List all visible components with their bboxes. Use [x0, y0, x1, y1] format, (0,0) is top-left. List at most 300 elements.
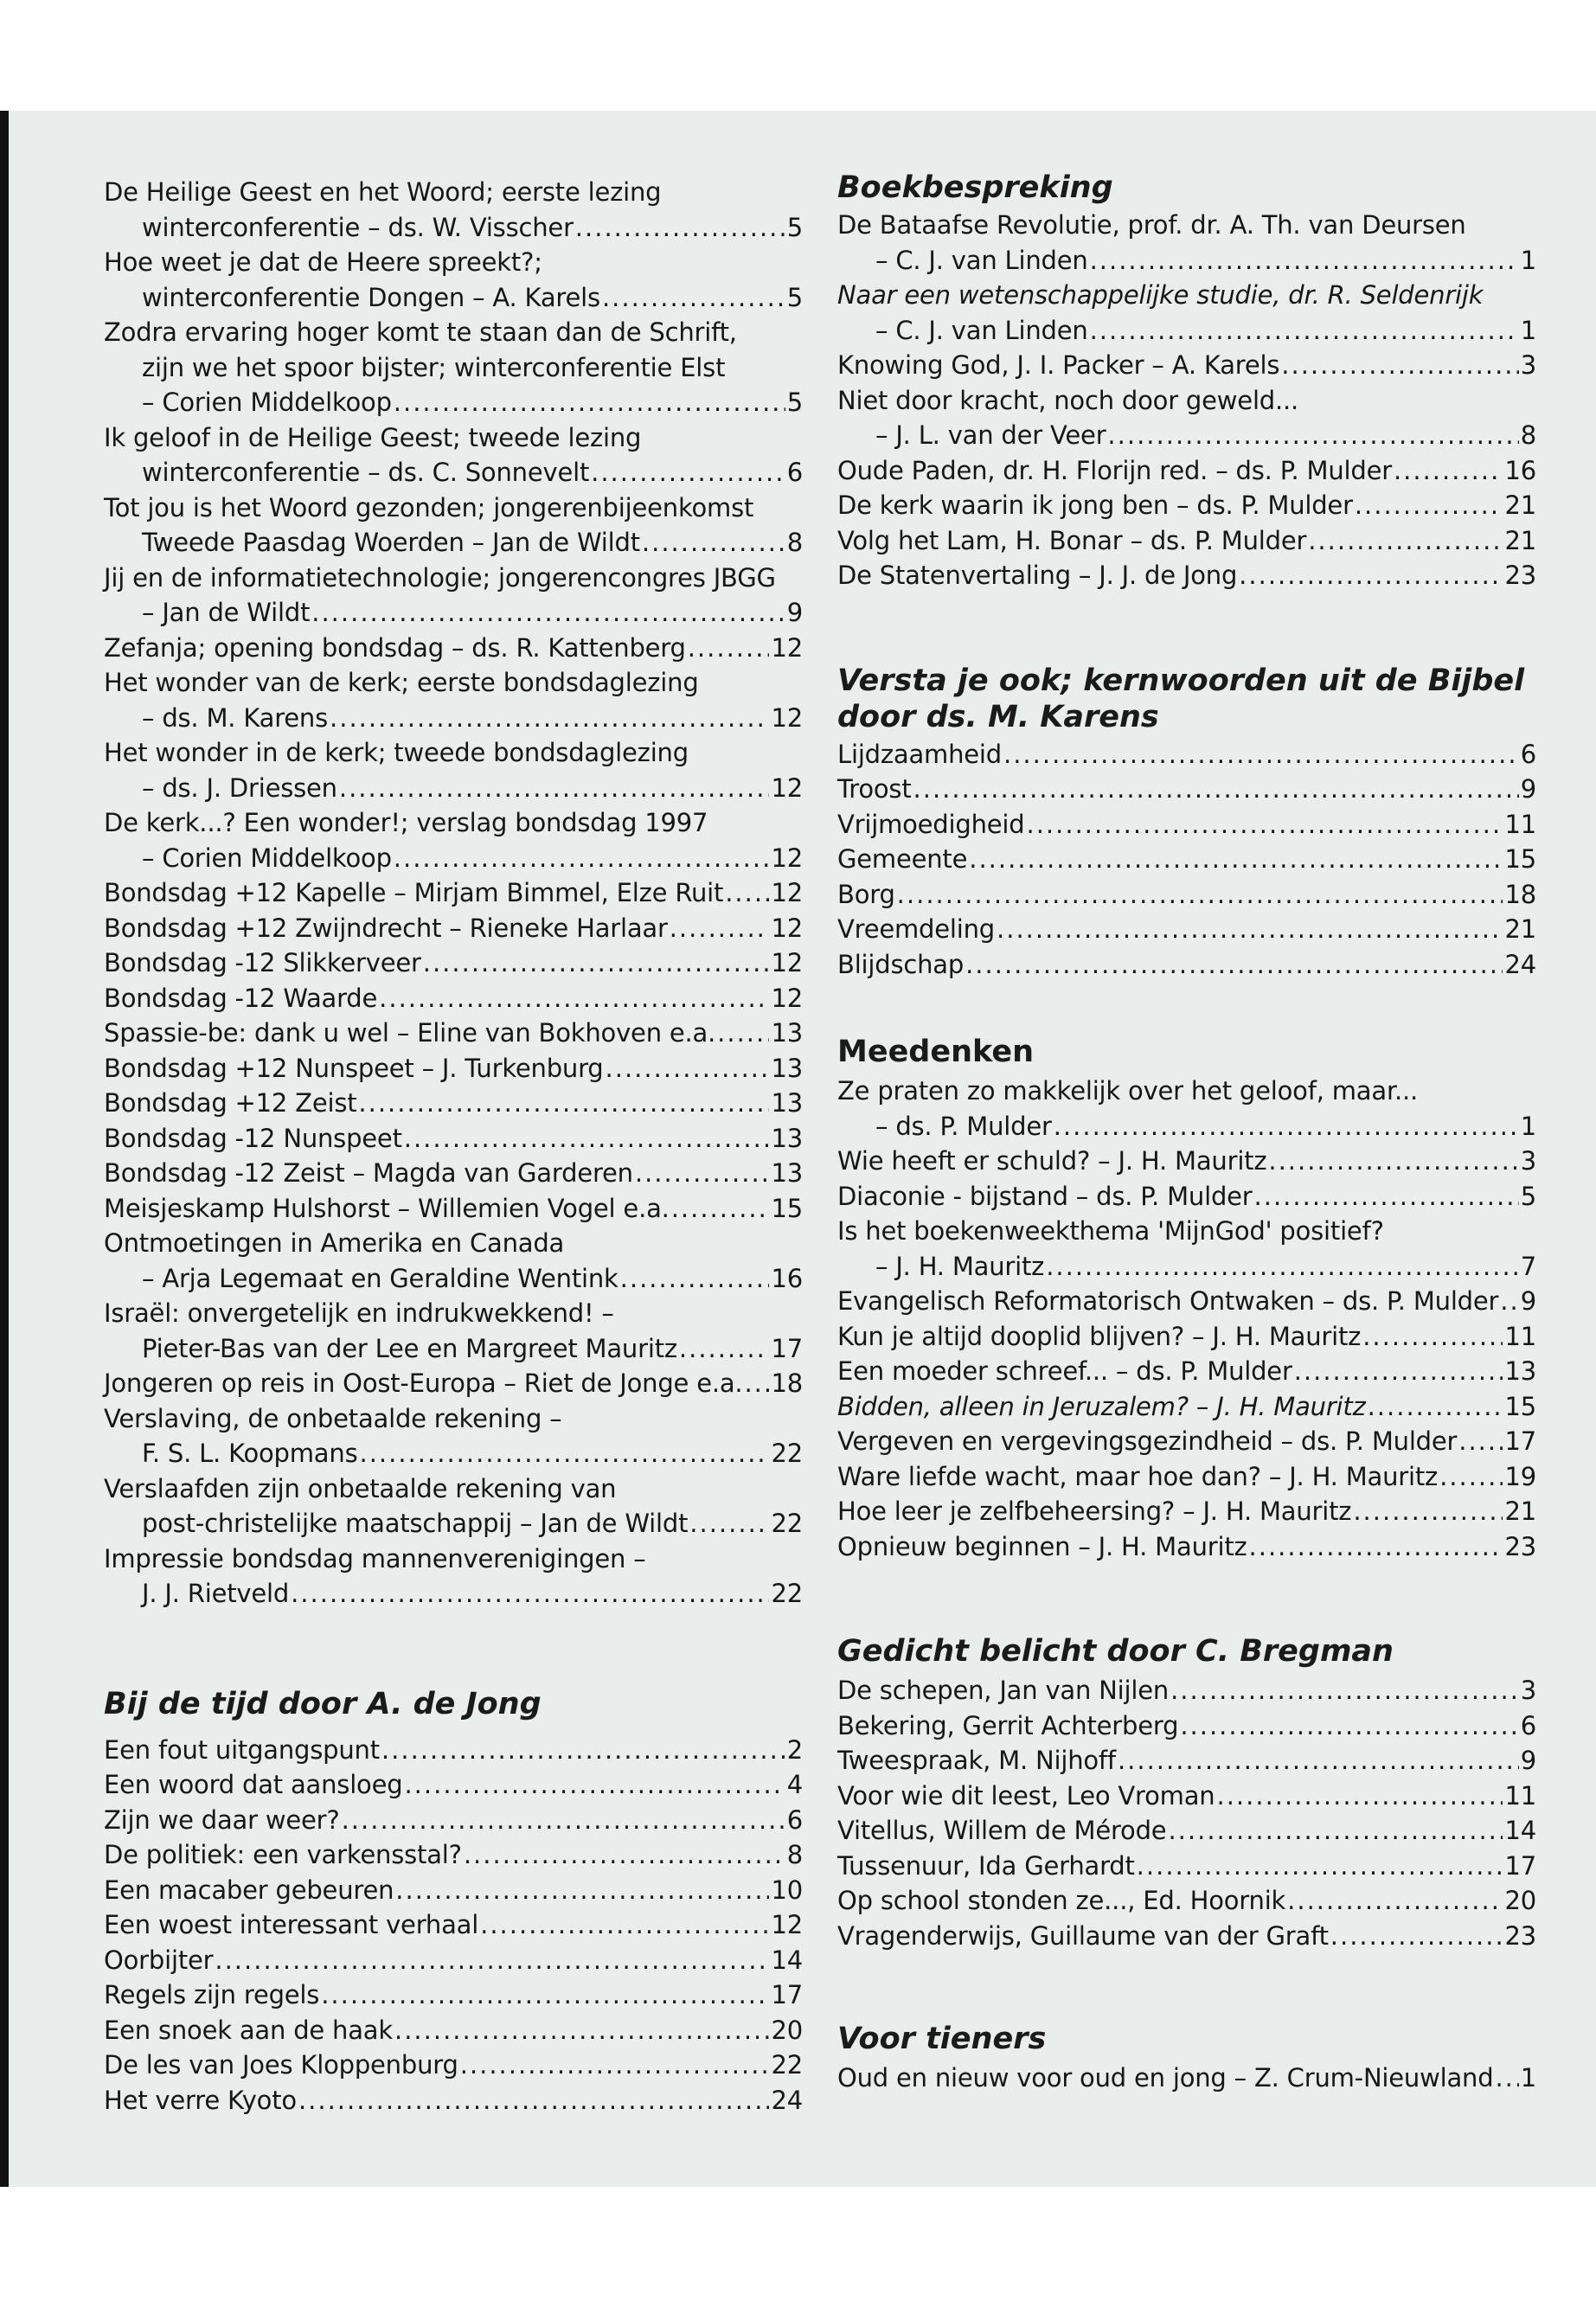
page-number: 5 [786, 282, 803, 312]
dot-leader [1308, 523, 1503, 559]
index-entry [837, 1459, 1536, 1495]
entry-title: Bondsdag -12 Slikkerveer [104, 948, 421, 977]
entry-title: – Arja Legemaat en Geraldine Wentink [142, 1263, 619, 1293]
page-number: 3 [1520, 1146, 1536, 1176]
entry-title: Het verre Kyoto [104, 2085, 297, 2115]
page-number: 18 [771, 1368, 803, 1398]
entry-line [104, 1943, 803, 1978]
entry-line [104, 2013, 803, 2048]
entry-title: Meisjeskamp Hulshorst – Willemien Vogel e.a. [104, 1193, 670, 1223]
index-entry [837, 1074, 1536, 1144]
entry-title: Jongeren op reis in Oost-Europa – Riet de Jonge e.a. [104, 1368, 743, 1398]
entry-line [104, 981, 803, 1016]
voor-tieners-list [837, 2061, 1536, 2096]
dot-leader [291, 1576, 769, 1612]
dot-leader [744, 1366, 769, 1401]
entry-title: Zijn we daar weer? [104, 1804, 340, 1835]
entry-line [837, 1109, 1536, 1144]
page-number: 22 [771, 2050, 803, 2080]
entry-line [104, 1156, 803, 1191]
dot-leader [1287, 1883, 1503, 1919]
index-entry [104, 490, 803, 561]
entry-title: Tussenuur, Ida Gerhardt [837, 1850, 1135, 1881]
dot-leader [215, 1943, 769, 1978]
entry-line [837, 912, 1536, 947]
dot-leader [1439, 1459, 1503, 1495]
entry-title: Troost [837, 774, 912, 804]
dot-leader [965, 947, 1503, 983]
page-number: 17 [1504, 1426, 1536, 1456]
entry-line [104, 1016, 803, 1051]
index-entry [837, 1389, 1536, 1425]
dot-leader [1216, 1779, 1503, 1814]
entry-title: Opnieuw beginnen – J. H. Mauritz [837, 1531, 1247, 1561]
page-number: 15 [1504, 1391, 1536, 1421]
entry-line [104, 1541, 803, 1577]
page-number: 4 [786, 1770, 803, 1799]
page-number: 12 [771, 702, 803, 733]
dot-leader [460, 2048, 770, 2083]
entry-title: – Corien Middelkoop [142, 388, 392, 417]
page-number: 24 [1504, 949, 1536, 979]
entry-line [104, 1226, 803, 1261]
entry-title: Vreemdeling [837, 914, 996, 944]
page-number: 21 [1504, 490, 1536, 520]
entry-line [837, 558, 1536, 593]
entry-line [837, 523, 1536, 559]
dot-leader [1362, 1319, 1503, 1355]
page-number: 17 [1504, 1850, 1536, 1881]
entry-title: Bondsdag +12 Zeist [104, 1088, 357, 1118]
gedicht-list [837, 1673, 1536, 1953]
index-entry [837, 1708, 1536, 1744]
page-number: 17 [771, 1333, 803, 1363]
index-entry [837, 523, 1536, 559]
page-number: 14 [1504, 1816, 1536, 1845]
index-entry [837, 488, 1536, 523]
page-number: 6 [786, 458, 803, 487]
page-number: 11 [1504, 1321, 1536, 1351]
page-number: 17 [771, 1980, 803, 2009]
entry-title: Een woest interessant verhaal [104, 1910, 479, 1939]
index-entry [104, 2013, 803, 2048]
entry-title: Volg het Lam, H. Bonar – ds. P. Mulder [837, 525, 1307, 555]
entry-line [104, 1121, 803, 1157]
entry-title: Ze praten zo makkelijk over het geloof, maar... [837, 1076, 1419, 1106]
entry-line [104, 841, 803, 876]
dot-leader [1394, 453, 1503, 489]
entry-line [837, 1673, 1536, 1708]
entry-title: – J. H. Mauritz [875, 1251, 1045, 1281]
entry-line [837, 1284, 1536, 1319]
dot-leader [1353, 1494, 1503, 1529]
index-entry [837, 1849, 1536, 1884]
entry-line [104, 771, 803, 806]
dot-leader [358, 1086, 769, 1121]
page-number: 2 [786, 1734, 803, 1765]
page-number: 8 [786, 1840, 803, 1869]
index-entry [837, 1919, 1536, 1954]
page-number: 3 [1520, 350, 1536, 380]
dot-leader [997, 912, 1503, 947]
entry-title: Naar een wetenschappelijke studie, dr. R. Seldenrijk [837, 280, 1484, 310]
entry-title: Vitellus, Willem de Mérode [837, 1816, 1167, 1845]
page-number: 13 [771, 1018, 803, 1048]
entry-line [104, 1767, 803, 1803]
entry-title: Bidden, alleen in Jeruzalem? – J. H. Mauritz [837, 1391, 1366, 1421]
entry-line [104, 911, 803, 946]
dot-leader [379, 981, 769, 1016]
dot-leader [1137, 1849, 1503, 1884]
boekbespreking-list [837, 208, 1536, 593]
entry-title: – Corien Middelkoop [142, 843, 392, 873]
entry-line [104, 455, 803, 490]
entry-line [104, 1576, 803, 1612]
index-entry [104, 2048, 803, 2083]
page-number: 6 [1520, 1710, 1536, 1740]
entry-line [104, 805, 803, 841]
entry-line [837, 807, 1536, 843]
index-entry [104, 1366, 803, 1401]
entry-title: – C. J. van Linden [875, 245, 1088, 275]
dot-leader [1294, 1354, 1503, 1389]
entry-title: Borg [837, 879, 895, 909]
dot-leader [342, 1803, 785, 1838]
entry-title: Regels zijn regels [104, 1980, 320, 2009]
entry-title: Voor wie dit leest, Leo Vroman [837, 1780, 1215, 1811]
index-entry [104, 911, 803, 946]
entry-title: Jij en de informatietechnologie; jongerencongres JBGG [104, 562, 776, 593]
entry-title: Bondsdag -12 Nunspeet [104, 1123, 402, 1153]
entry-title: Bondsdag +12 Zwijndrecht – Rieneke Harlaar [104, 913, 668, 943]
entry-line [837, 1849, 1536, 1884]
index-entry [104, 1873, 803, 1908]
entry-title: Impressie bondsdag mannenverenigingen – [104, 1543, 646, 1574]
entry-title: Bondsdag -12 Waarde [104, 983, 378, 1013]
entry-title: – C. J. van Linden [875, 315, 1088, 345]
entry-line [837, 1529, 1536, 1565]
entry-line [104, 420, 803, 456]
page-number: 24 [771, 2085, 803, 2115]
index-entry [104, 2083, 803, 2118]
page-number: 7 [1520, 1251, 1536, 1281]
dot-leader [670, 911, 770, 946]
entry-line [104, 2083, 803, 2118]
index-entry [837, 842, 1536, 877]
entry-line [104, 1977, 803, 2013]
dot-leader [1281, 348, 1518, 383]
entry-title: Tot jou is het Woord gezonden; jongerenbijeenkomst [104, 492, 754, 522]
index-entry [104, 875, 803, 911]
dot-leader [359, 1436, 769, 1471]
entry-title: Zodra ervaring hoger komt te staan dan de Schrift, [104, 317, 737, 347]
entry-line [104, 1086, 803, 1121]
entry-line [837, 278, 1536, 313]
dot-leader [1090, 313, 1519, 349]
entry-line [837, 1074, 1536, 1109]
dot-leader [1107, 418, 1518, 453]
page-number: 22 [771, 1439, 803, 1468]
dot-leader [381, 1733, 785, 1768]
entry-title: Bondsdag +12 Kapelle – Mirjam Bimmel, Elze Ruit [104, 878, 724, 907]
dot-leader [1180, 1708, 1518, 1744]
index-entry [837, 1494, 1536, 1529]
entry-title: Vragenderwijs, Guillaume van der Graft [837, 1920, 1329, 1951]
entry-line [104, 665, 803, 701]
dot-leader [1003, 737, 1519, 772]
versta-heading-line-1: Versta je ook; kernwoorden uit de Bijbel [837, 663, 1525, 698]
page-number: 1 [1520, 2063, 1536, 2093]
dot-leader [1054, 1109, 1519, 1144]
page-number: 9 [1520, 1746, 1536, 1775]
page-number: 12 [771, 632, 803, 663]
index-entry [837, 558, 1536, 593]
entry-line [837, 1743, 1536, 1779]
dot-leader [1495, 2061, 1518, 2096]
page-number: 9 [1520, 774, 1536, 804]
entry-line [837, 1779, 1536, 1814]
index-entry [837, 1673, 1536, 1708]
entry-title: Pieter-Bas van der Lee en Margreet Mauritz [142, 1333, 677, 1363]
entry-line [837, 1214, 1536, 1249]
entry-title: – J. L. van der Veer [875, 420, 1106, 450]
dot-leader [1254, 1179, 1519, 1215]
entry-line [104, 1366, 803, 1401]
index-entry [837, 1529, 1536, 1565]
entry-line [837, 418, 1536, 453]
entry-line [837, 1494, 1536, 1529]
entry-title: Zefanja; opening bondsdag – ds. R. Kattenberg [104, 632, 686, 663]
dot-leader [394, 385, 785, 420]
page-number: 13 [771, 1158, 803, 1188]
page-number: 13 [771, 1053, 803, 1083]
dot-leader [591, 455, 785, 490]
entry-title: Tweespraak, M. Nijhoff [837, 1746, 1116, 1775]
page-number: 23 [1504, 1920, 1536, 1951]
page-number: 16 [1504, 455, 1536, 485]
entry-title: Het wonder in de kerk; tweede bondsdaglezing [104, 738, 689, 767]
entry-line [104, 490, 803, 526]
page-number: 5 [786, 212, 803, 242]
entry-title: – Jan de Wildt [142, 598, 311, 627]
page-number: 19 [1504, 1461, 1536, 1491]
dot-leader [602, 280, 785, 316]
entry-title: De politiek: een varkensstal? [104, 1840, 462, 1869]
dot-leader [1268, 1144, 1518, 1179]
dot-leader [688, 631, 770, 666]
index-entry [837, 1179, 1536, 1215]
page-number: 13 [771, 1088, 803, 1118]
entry-line [837, 1459, 1536, 1495]
entry-title: Spassie-be: dank u wel – Eline van Bokhoven e.a. [104, 1018, 716, 1048]
index-entry [837, 772, 1536, 807]
page-number: 8 [786, 528, 803, 557]
index-entry [104, 1191, 803, 1227]
page-number: 15 [1504, 844, 1536, 874]
index-entry [837, 278, 1536, 348]
dot-leader [395, 1873, 769, 1908]
section-heading-versta [837, 663, 1536, 735]
entry-title: Hoe leer je zelfbeheersing? – J. H. Mauritz [837, 1497, 1352, 1526]
entry-line [104, 385, 803, 420]
page-number: 21 [1504, 914, 1536, 944]
entry-line [104, 1506, 803, 1541]
entry-line [104, 525, 803, 561]
entry-line [837, 243, 1536, 279]
entry-title: Een snoek aan de haak [104, 2015, 393, 2045]
index-entry [104, 245, 803, 315]
index-entry [104, 1767, 803, 1803]
index-entry [104, 945, 803, 981]
dot-leader [1458, 1424, 1503, 1459]
entry-line [104, 210, 803, 246]
entry-line [837, 1883, 1536, 1919]
index-entry [104, 1977, 803, 2013]
entry-title: winterconferentie – ds. W. Visscher [142, 212, 574, 242]
index-entry [104, 420, 803, 490]
entry-title: De Bataafse Revolutie, prof. dr. A. Th. van Deursen [837, 210, 1466, 240]
dot-leader [1355, 488, 1503, 523]
dot-leader [423, 945, 770, 981]
entry-line [837, 877, 1536, 913]
page-number: 1 [1520, 315, 1536, 345]
index-entry [837, 348, 1536, 383]
section-heading-meedenken: Meedenken [837, 1035, 1035, 1069]
entry-title: Bondsdag +12 Nunspeet – J. Turkenburg [104, 1053, 604, 1083]
entry-title: F. S. L. Koopmans [142, 1439, 358, 1468]
entry-title: De Heilige Geest en het Woord; eerste lezing [104, 177, 662, 207]
index-entry [837, 208, 1536, 278]
index-entry [104, 1016, 803, 1051]
page-number: 12 [771, 772, 803, 803]
index-entry [104, 1401, 803, 1471]
dot-leader [642, 525, 785, 561]
entry-line [837, 1919, 1536, 1954]
page-number: 5 [1520, 1181, 1536, 1211]
entry-line [104, 701, 803, 736]
entry-title: Hoe weet je dat de Heere spreekt?; [104, 247, 542, 277]
entry-line [104, 350, 803, 386]
entry-title: – ds. M. Karens [142, 702, 329, 733]
entry-line [104, 631, 803, 666]
index-entry [837, 453, 1536, 489]
index-entry [104, 1086, 803, 1121]
entry-line [104, 2048, 803, 2083]
page-number: 8 [1520, 420, 1536, 450]
entry-line [837, 772, 1536, 807]
page-number: 16 [771, 1263, 803, 1293]
dot-leader [606, 1051, 770, 1086]
page-number: 12 [771, 913, 803, 943]
section-heading-bij-de-tijd: Bij de tijd door A. de Jong [104, 1686, 542, 1721]
entry-line [837, 1144, 1536, 1179]
page-number: 13 [1504, 1356, 1536, 1386]
entry-line [837, 1708, 1536, 1744]
bij-de-tijd-list [104, 1733, 803, 2118]
dot-leader [394, 2013, 770, 2048]
index-entry [837, 1319, 1536, 1355]
page-number: 6 [1520, 739, 1536, 769]
index-entry [104, 1907, 803, 1943]
right-column [837, 170, 1536, 2096]
page-number: 20 [1504, 1886, 1536, 1915]
versta-heading-line-2: door ds. M. Karens [837, 699, 1159, 734]
index-entry [837, 1743, 1536, 1779]
dot-leader [717, 1016, 769, 1051]
entry-title: Een moeder schreef... – ds. P. Mulder [837, 1356, 1292, 1386]
dot-leader [1500, 1284, 1518, 1319]
entry-title: Een fout uitgangspunt [104, 1734, 380, 1765]
entry-line [837, 348, 1536, 383]
entry-line [837, 1319, 1536, 1355]
page-number: 10 [771, 1875, 803, 1905]
index-entry [104, 1943, 803, 1978]
page-number: 3 [1520, 1676, 1536, 1705]
index-entry [104, 1156, 803, 1191]
page-number: 1 [1520, 1111, 1536, 1141]
dot-leader [671, 1191, 770, 1227]
page-number: 18 [1504, 879, 1536, 909]
entry-line [837, 1354, 1536, 1389]
index-entry [104, 805, 803, 875]
index-entry [104, 1837, 803, 1873]
section-heading-gedicht: Gedicht belicht door C. Bregman [837, 1634, 1394, 1669]
entry-line [104, 245, 803, 280]
entry-line [837, 737, 1536, 772]
page-number: 22 [771, 1579, 803, 1608]
page-number: 20 [771, 2015, 803, 2045]
entry-title: Op school stonden ze..., Ed. Hoornik [837, 1886, 1286, 1915]
dot-leader [689, 1506, 769, 1541]
index-entry [837, 1284, 1536, 1319]
dot-leader [1168, 1813, 1503, 1849]
index-entry [837, 1424, 1536, 1459]
left-column [104, 175, 803, 2118]
page-number: 11 [1504, 1780, 1536, 1811]
entry-title: Bekering, Gerrit Achterberg [837, 1710, 1179, 1740]
entry-line [104, 1191, 803, 1227]
entry-line [104, 1907, 803, 1943]
page-number: 21 [1504, 1497, 1536, 1526]
index-entry [837, 1144, 1536, 1179]
entry-line [837, 208, 1536, 243]
entry-line [837, 1813, 1536, 1849]
entry-title: Evangelisch Reformatorisch Ontwaken – ds. P. Mulder [837, 1286, 1499, 1316]
entry-title: Tweede Paasdag Woerden – Jan de Wildt [142, 528, 640, 557]
entry-line [837, 1389, 1536, 1425]
entry-title: Ontmoetingen in Amerika en Canada [104, 1228, 565, 1258]
entry-title: Een woord dat aansloeg [104, 1770, 403, 1799]
page-number: 1 [1520, 245, 1536, 275]
page-number: 13 [771, 1123, 803, 1153]
entry-title: Knowing God, J. I. Packer – A. Karels [837, 350, 1280, 380]
dot-leader [1090, 243, 1519, 279]
entry-title: post-christelijke maatschappij – Jan de Wildt [142, 1509, 689, 1538]
index-entry [837, 807, 1536, 843]
entry-title: Vergeven en vergevingsgezindheid – ds. P. Mulder [837, 1426, 1458, 1456]
index-entry [837, 1883, 1536, 1919]
versta-list [837, 737, 1536, 983]
entry-title: De kerk waarin ik jong ben – ds. P. Mulder [837, 490, 1353, 520]
entry-title: De kerk...? Een wonder!; verslag bondsdag 1997 [104, 808, 708, 837]
entry-line [104, 595, 803, 631]
dot-leader [1239, 558, 1503, 593]
index-entry [837, 1813, 1536, 1849]
dot-leader [464, 1837, 785, 1873]
dot-leader [1170, 1673, 1519, 1708]
entry-title: Verslaafden zijn onbetaalde rekening van [104, 1473, 617, 1503]
dot-leader [339, 771, 770, 806]
